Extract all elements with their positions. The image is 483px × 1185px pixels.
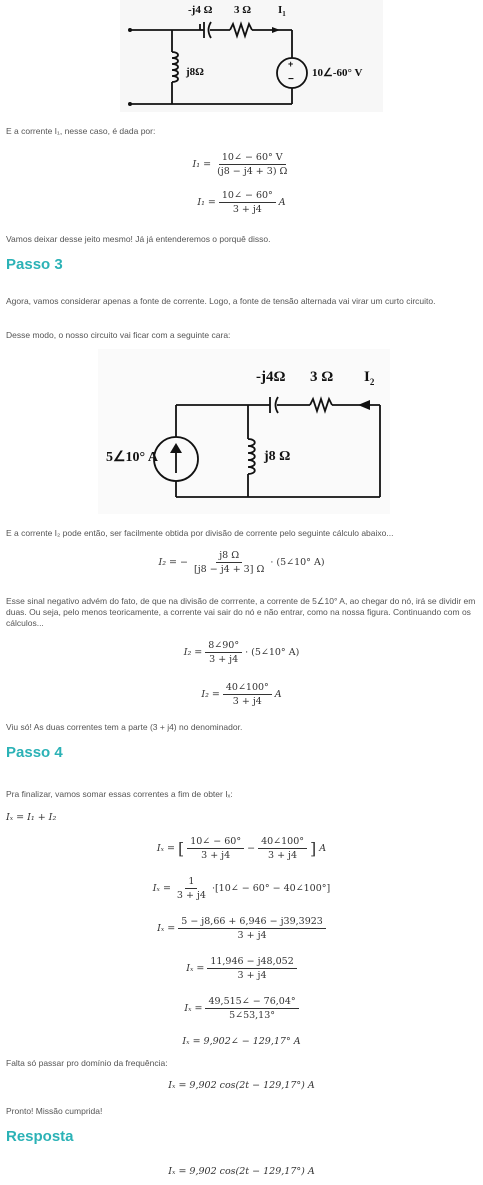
paragraph: E a corrente I₁, nesse caso, é dada por: bbox=[6, 126, 156, 136]
paragraph: Pra finalizar, vamos somar essas correntes a fim de obter Iₓ: bbox=[6, 789, 233, 799]
equation: Iₓ = $\frac{49,515\angle - 76,04^\circ}{5\angle 53,13^\circ}$ bbox=[0, 996, 483, 1021]
heading-passo-3: Passo 3 bbox=[6, 256, 63, 273]
capacitor-label: -j4Ω bbox=[256, 369, 286, 385]
equation: Iₓ = $\frac{11,946 - j48,052}{3 + j4}$ bbox=[0, 956, 483, 981]
paragraph: Agora, vamos considerar apenas a fonte de corrente. Logo, a fonte de tensão alternada vai virar um curto circuito. bbox=[6, 296, 436, 306]
resistor-label: 3 Ω bbox=[310, 369, 334, 385]
circuit-diagram-2 bbox=[98, 349, 390, 514]
resistor-label: 3 Ω bbox=[234, 4, 252, 16]
equation: Iₓ = 9,902 cos(2t − 129,17°) A bbox=[168, 1080, 315, 1091]
minus-sign: − bbox=[288, 74, 294, 85]
equation: Iₓ = [ $\frac{10\angle - 60^\circ}{3 + j4}$ − $\frac{40\angle 100^\circ}{3 + j4}$ ] A bbox=[156, 836, 327, 861]
current-label-i1: $I_1$ bbox=[278, 4, 286, 19]
equation: Iₓ = I₁ + I₂ bbox=[6, 812, 57, 823]
paragraph: Pronto! Missão cumprida! bbox=[6, 1106, 103, 1116]
equation: I₂ = $\frac{40\angle 100^\circ}{3 + j4}$ A bbox=[201, 682, 282, 707]
heading-passo-4: Passo 4 bbox=[6, 744, 63, 761]
paragraph: Viu só! As duas correntes tem a parte (3 + j4) no denominador. bbox=[6, 722, 243, 732]
equation: Iₓ = 9,902∠ − 129,17° A bbox=[182, 1036, 301, 1047]
equation: I₂ = − $\frac{j8 \Omega}{[j8 - j4 + 3] \Omega}$ · (5∠10° A) bbox=[158, 550, 325, 575]
circuit-1-svg bbox=[120, 0, 383, 112]
circuit-diagram-1 bbox=[120, 0, 383, 112]
equation: I₁ = $\frac{10\angle - 60^\circ}{3 + j4}$ A bbox=[197, 190, 286, 215]
paragraph: E a corrente I₂ pode então, ser facilmente obtida por divisão de corrente pelo seguinte cálculo abaixo... bbox=[6, 528, 394, 538]
equation: I₁ = $\frac{10\angle - 60^\circ V}{(j8 - j4 + 3) \Omega}$ bbox=[192, 152, 288, 177]
circuit-2-svg bbox=[98, 349, 390, 514]
current-source-label: 5∠10° A bbox=[106, 450, 158, 465]
inductor-label: j8Ω bbox=[186, 66, 204, 78]
current-label-i2: $I_2$ bbox=[364, 369, 375, 387]
paragraph: Desse modo, o nosso circuito vai ficar com a seguinte cara: bbox=[6, 330, 231, 340]
paragraph: Vamos deixar desse jeito mesmo! Já já entenderemos o porquê disso. bbox=[6, 234, 271, 244]
equation: Iₓ = $\frac{1}{3 + j4}$ ·[10∠ − 60° − 40∠100°] bbox=[152, 876, 331, 901]
capacitor-label: -j4 Ω bbox=[188, 4, 213, 16]
equation: Iₓ = $\frac{5 - j8,66 + 6,946 - j39,3923}{3 + j4}$ bbox=[0, 916, 483, 941]
paragraph: Esse sinal negativo advém do fato, de que na divisão de corrrente, a corrente de 5∠10° A, ao chegar do nó, irá se dividir em duas. Ou seja, pelo menos teoricamente, a corrente vai sair do nó e não entrar, como na nossa figura. Continuando com os cálculos... bbox=[6, 596, 476, 628]
voltage-source-label: 10∠-60° V bbox=[312, 67, 363, 79]
equation: Iₓ = 9,902 cos(2t − 129,17°) A bbox=[168, 1166, 315, 1177]
paragraph: Falta só passar pro domínio da frequência: bbox=[6, 1058, 168, 1068]
inductor-label: j8 Ω bbox=[264, 449, 291, 464]
equation: I₂ = $\frac{8\angle 90^\circ}{3 + j4}$ · (5∠10° A) bbox=[183, 640, 300, 665]
heading-resposta: Resposta bbox=[6, 1128, 74, 1145]
plus-sign: + bbox=[288, 59, 294, 69]
